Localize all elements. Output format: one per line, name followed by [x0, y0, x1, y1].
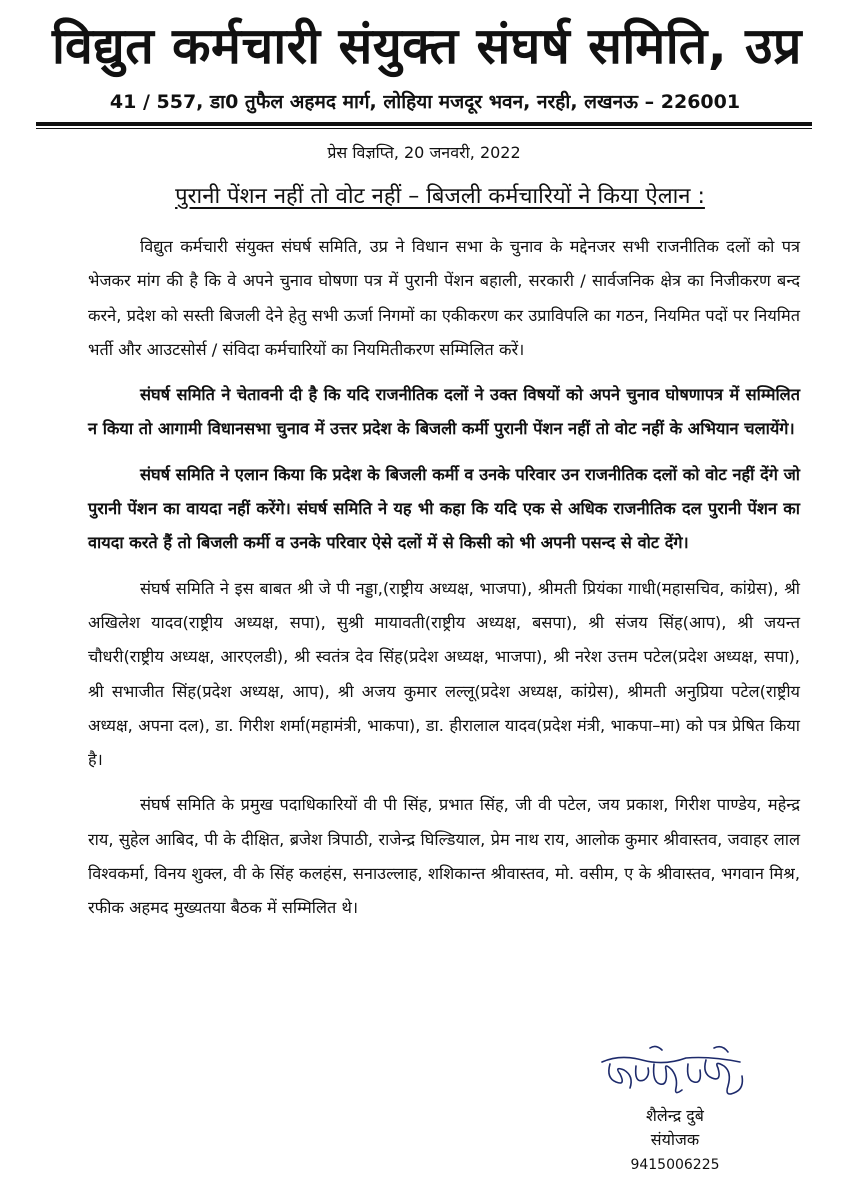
paragraph-demands: विद्युत कर्मचारी संयुक्त संघर्ष समिति, उप्र ने विधान सभा के चुनाव के मद्देनजर सभी राजनीतिक दलों को पत्र भेजकर मांग की है कि वे अपने चुनाव घोषणा पत्र में पुरानी पेंशन बहाली, सरकारी / सार्वजनिक क्षेत्र का निजीकरण बन्द करने, प्रदेश को सस्ती बिजली देने हेतु सभी ऊर्जा निगमों का एकीकरण कर उप्राविपलि का गठन, नियमित पदों पर नियमित भर्ती और आउटसोर्स / संविदा कर्मचारियों का नियमितीकरण सम्मिलित करें। [88, 237, 800, 359]
letterhead-rule-thin [36, 128, 812, 129]
paragraph-attendees: संघर्ष समिति के प्रमुख पदाधिकारियों वी पी सिंह, प्रभात सिंह, जी वी पटेल, जय प्रकाश, गिरीश पाण्डेय, महेन्द्र राय, सुहेल आबिद, पी के दीक्षित, ब्रजेश त्रिपाठी, राजेन्द्र घिल्डियाल, प्रेम नाथ राय, आलोक कुमार श्रीवास्तव, जवाहर लाल विश्वकर्मा, विनय शुक्ल, वी के सिंह कलहंस, सनाउल्लाह, शशिकान्त श्रीवास्तव, मो. वसीम, ए के श्रीवास्तव, भगवान मिश्र, रफीक अहमद मुख्यतया बैठक में सम्मिलित थे। [88, 795, 800, 918]
signatory-phone: 9415006225 [630, 1157, 720, 1173]
organization-address: 41 / 557, डा0 तुफैल अहमद मार्ग, लोहिया मजदूर भवन, नरही, लखनऊ – 226001 [109, 91, 741, 113]
paragraph-warning: संघर्ष समिति ने चेतावनी दी है कि यदि राजनीतिक दलों ने उक्त विषयों को अपने चुनाव घोषणापत्र में सम्मिलित न किया तो आगामी विधानसभा चुनाव में उत्तर प्रदेश के बिजली कर्मी पुरानी पेंशन नहीं तो वोट नहीं के अभियान चलायेंगे। [88, 385, 800, 439]
handwritten-signature [590, 1040, 760, 1104]
press-release-body [88, 230, 800, 937]
signatory-name: शैलेन्द्र दुबे [646, 1106, 704, 1125]
signatory-designation: संयोजक [650, 1130, 700, 1149]
organization-title: विद्युत कर्मचारी संयुक्त संघर्ष समिति, उप्र [52, 17, 802, 75]
paragraph-announcement: संघर्ष समिति ने एलान किया कि प्रदेश के बिजली कर्मी व उनके परिवार उन राजनीतिक दलों को वोट नहीं देंगे जो पुरानी पेंशन का वायदा नहीं करेंगे। संघर्ष समिति ने यह भी कहा कि यदि एक से अधिक राजनीतिक दल पुरानी पेंशन का वायदा करते हैं तो बिजली कर्मी व उनके परिवार ऐसे दलों में से किसी को भी अपनी पसन्द से वोट देंगे। [88, 464, 800, 553]
paragraph-recipients: संघर्ष समिति ने इस बाबत श्री जे पी नड्डा,(राष्ट्रीय अध्यक्ष, भाजपा), श्रीमती प्रियंका गाधी(महासचिव, कांग्रेस), श्री अखिलेश यादव(राष्ट्रीय अध्यक्ष, सपा), सुश्री मायावती(राष्ट्रीय अध्यक्ष, बसपा), श्री संजय सिंह(आप), श्री जयन्त चौधरी(राष्ट्रीय अध्यक्ष, आरएलडी), श्री स्वतंत्र देव सिंह(प्रदेश अध्यक्ष, भाजपा), श्री नरेश उत्तम पटेल(प्रदेश अध्यक्ष, सपा), श्री सभाजीत सिंह(प्रदेश अध्यक्ष, आप), श्री अजय कुमार लल्लू(प्रदेश अध्यक्ष, कांग्रेस), श्रीमती अनुप्रिया पटेल(राष्ट्रीय अध्यक्ष, अपना दल), डा. गिरीश शर्मा(महामंत्री, भाकपा), डा. हीरालाल यादव(प्रदेश मंत्री, भाकपा–मा) को पत्र प्रेषित किया है। [88, 578, 800, 770]
press-release-headline [90, 180, 790, 214]
letterhead-rule-thick [36, 122, 812, 126]
press-release-dateline: प्रेस विज्ञप्ति, 20 जनवरी, 2022 [327, 143, 521, 162]
headline-text: पुरानी पेंशन नहीं तो वोट नहीं – बिजली कर्मचारियों ने किया ऐलान : [175, 184, 705, 209]
